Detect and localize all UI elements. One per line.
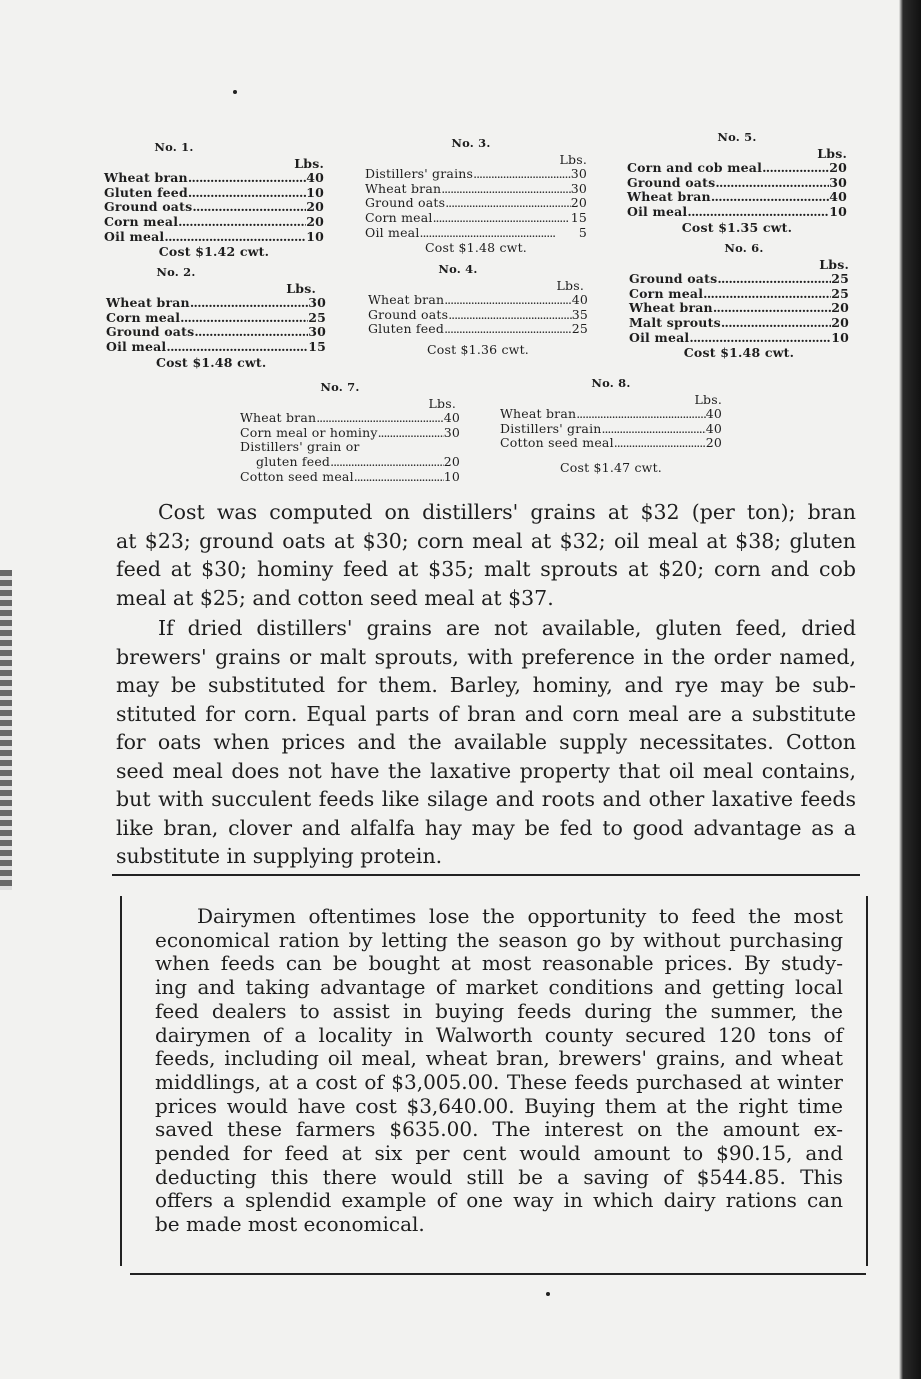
ration-title: No. 3. [451,136,491,150]
box-bottom-rule [130,1273,866,1275]
ration-row: Distillers' grains . . . 30 [365,167,587,182]
text-line: for oats when prices and the available supply necessitates. Cotton [116,730,856,754]
ration-table-2 [106,265,326,370]
text-line: prices would have cost $3,640.00. Buying them at the right time [155,1093,843,1118]
text-line: feed at $30; hominy feed at $35; malt sprouts at $20; corn and cob [116,557,856,581]
text-line: dairymen of a locality in Walworth county secured 120 tons of [155,1022,843,1047]
page-edge-scan-artifact [0,570,12,890]
text-line: deducting this there would still be a saving of $544.85. This [155,1164,843,1189]
ration-row: Distillers' grain or [240,439,360,455]
ration-row: Wheat bran . . . 40 [240,411,460,426]
text-line: economical ration by letting the season go by without purchasing [155,927,843,952]
text-line: but with succulent feeds like silage and roots and other laxative feeds [116,787,856,811]
text-line: substitute in supplying protein. [116,844,443,868]
text-line: feeds, including oil meal, wheat bran, brewers' grains, and wheat [155,1046,843,1071]
book-spine-edge [881,0,921,1379]
ration-row: Ground oats . . . 25 [629,272,849,287]
ration-cost: Cost $1.35 cwt. [681,219,793,235]
substitutes-paragraph [116,614,856,871]
text-line: middlings, at a cost of $3,005.00. These feeds purchased at winter [155,1069,843,1094]
ration-table-4 [368,262,588,358]
text-line: be made most economical. [155,1212,425,1237]
ration-row: Corn meal . . . 25 [106,311,326,326]
text-line: when feeds can be bought at most reasonable prices. By study- [155,951,843,976]
ration-row: Oil meal . . . 10 [104,230,324,245]
ration-title: No. 5. [717,130,757,144]
ration-row: Ground oats . . . 20 [365,196,587,211]
ration-row: Wheat bran . . . 40 [368,293,588,308]
ration-table-3 [365,136,587,256]
ration-row: Wheat bran . . . 40 [104,171,324,186]
ration-table-8 [500,376,722,476]
ration-row: Ground oats . . . 20 [104,200,324,215]
text-line: stituted for corn. Equal parts of bran and corn meal are a substitute [116,701,856,726]
ration-cost: Cost $1.48 cwt. [683,345,795,361]
ration-row: Cotton seed meal . . . 10 [240,470,460,485]
text-line: brewers' grains or malt sprouts, with preference in the order named, [116,644,856,669]
box-top-rule [112,874,860,876]
text-line: If dried distillers' grains are not available, gluten feed, dried [158,616,856,640]
ration-unit: Lbs. [817,145,847,161]
ration-table-7 [240,380,460,484]
ration-row: Cotton seed meal . . . 20 [500,436,722,451]
ration-row: Oil meal . . . 10 [627,205,847,220]
ink-speck [546,1292,550,1296]
ration-row: Gluten feed . . . 10 [104,186,324,201]
ration-row: Wheat bran . . . 30 [106,296,326,311]
ration-title: No. 7. [320,380,360,394]
ration-title: No. 6. [724,241,764,255]
ration-row: Ground oats . . . 35 [368,308,588,323]
cost-paragraph [116,498,856,612]
ration-unit: Lbs. [819,256,849,272]
ration-row: Wheat bran . . . 40 [500,407,722,422]
ration-cost: Cost $1.42 cwt. [158,244,270,260]
ink-speck [233,90,237,94]
text-line: like bran, clover and alfalfa hay may be fed to good advantage as a [116,815,856,840]
ration-unit: Lbs. [559,151,587,167]
text-line: meal at $25; and cotton seed meal at $37. [116,585,554,610]
ration-row: Corn meal . . . 20 [104,215,324,230]
text-line: saved these farmers $635.00. The interest on the amount ex- [155,1117,843,1142]
ration-row: gluten feed . . . 20 [240,455,460,470]
ration-row: Wheat bran . . . 40 [627,190,847,205]
ration-row: Distillers' grain . . . 40 [500,422,722,437]
ration-title: No. 8. [591,376,631,390]
ration-row: Corn meal . . . 25 [629,287,849,302]
ration-row: Oil meal . . . 5 [365,226,587,241]
ration-row: Corn and cob meal . . . 20 [627,161,847,176]
text-line: may be substituted for them. Barley, hominy, and rye may be sub- [116,673,856,697]
text-line: Dairymen oftentimes lose the opportunity to feed the most [197,904,843,928]
text-line: at $23; ground oats at $30; corn meal at $32; oil meal at $38; gluten [116,528,856,553]
ration-title: No. 4. [438,262,478,276]
boxed-note [155,905,843,1237]
ration-cost: Cost $1.48 cwt. [156,354,267,370]
ration-cost: Cost $1.48 cwt. [425,240,527,256]
text-line: seed meal does not have the laxative property that oil meal contains, [116,758,856,783]
ration-row: Oil meal . . . 15 [106,340,326,355]
ration-table-6 [629,241,849,361]
ration-cost: Cost $1.47 cwt. [560,459,662,475]
ration-row: Ground oats . . . 30 [627,176,847,191]
ration-unit: Lbs. [694,391,722,407]
ration-cost: Cost $1.36 cwt. [427,341,529,357]
text-line: offers a splendid example of one way in which dairy rations can [155,1188,843,1213]
ration-table-5 [627,130,847,235]
text-line: pended for feed at six per cent would amount to $90.15, and [155,1141,843,1166]
ration-unit: Lbs. [556,277,584,293]
ration-unit: Lbs. [428,395,456,411]
ration-row: Wheat bran . . . 30 [365,182,587,197]
text-line: Cost was computed on distillers' grains at $32 (per ton); bran [158,500,856,524]
ration-row: Ground oats . . . 30 [106,325,326,340]
ration-row: Corn meal . . . 15 [365,211,587,226]
ration-row: Wheat bran . . . 20 [629,301,849,316]
ration-row: Gluten feed . . . 25 [368,322,588,337]
ration-unit: Lbs. [286,280,316,296]
ration-title: No. 1. [154,140,194,154]
text-line: ing and taking advantage of market conditions and getting local [155,975,843,1000]
ration-unit: Lbs. [294,155,324,171]
ration-row: Oil meal . . . 10 [629,331,849,346]
ration-row: Malt sprouts . . . 20 [629,316,849,331]
ration-row: Corn meal or hominy . . . 30 [240,426,460,441]
ration-table-1 [104,140,324,260]
ration-title: No. 2. [156,265,196,279]
text-line: feed dealers to assist in buying feeds during the summer, the [155,998,843,1023]
